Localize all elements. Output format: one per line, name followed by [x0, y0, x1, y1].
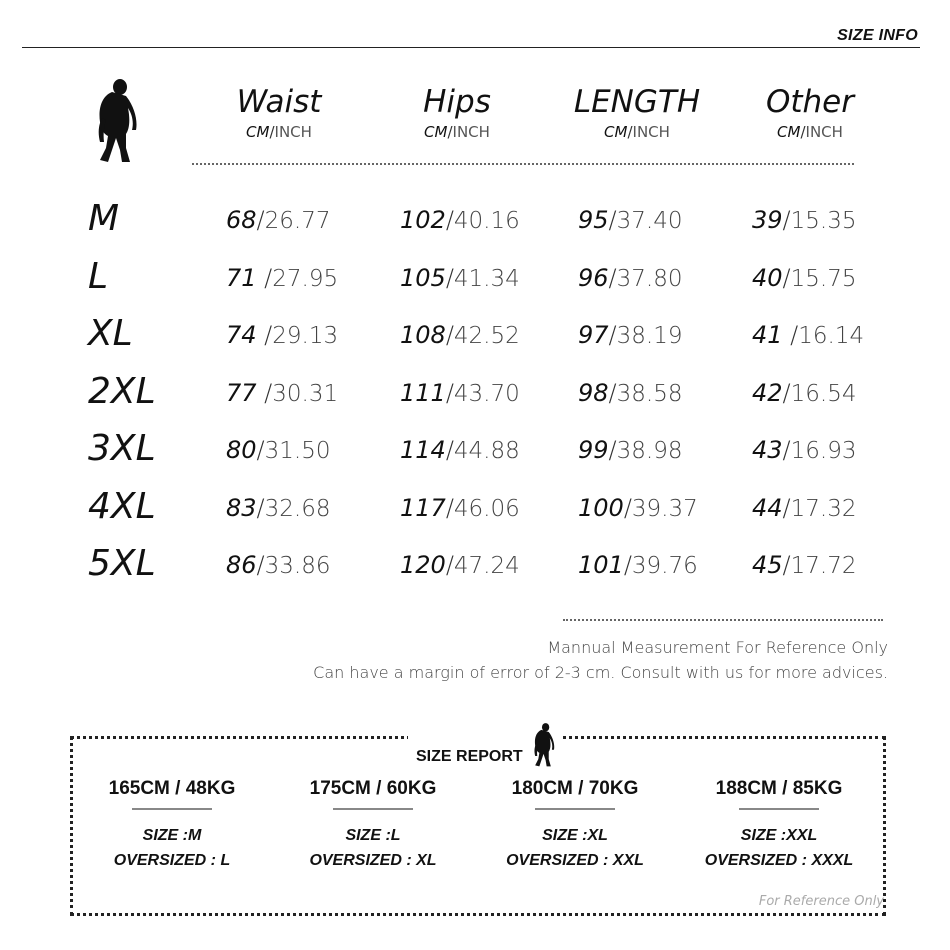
waist-cell: 77 /30.31: [226, 379, 339, 407]
table-row: [0, 484, 950, 542]
column-title: Hips: [423, 84, 491, 120]
length-cell: 99/38.98: [578, 436, 683, 464]
report-oversized: OVERSIZED : XL: [309, 852, 437, 869]
hips-cell: 108/42.52: [400, 321, 520, 349]
header-dotted-divider: [192, 163, 854, 165]
header-divider: [22, 47, 920, 48]
ape-figure-icon: [531, 722, 555, 768]
column-unit: CM/INCH: [424, 123, 490, 141]
report-height-weight: 165CM / 48KG: [108, 778, 236, 799]
report-item: [77, 776, 267, 874]
report-height-weight: 180CM / 70KG: [511, 778, 639, 799]
length-cell: 97/38.19: [578, 321, 683, 349]
length-cell: 98/38.58: [578, 379, 683, 407]
table-row: [0, 369, 950, 427]
other-cell: 44/17.32: [752, 494, 857, 522]
size-info-title: SIZE INFO: [837, 27, 918, 44]
hips-cell: 117/46.06: [400, 494, 520, 522]
other-cell: 43/16.93: [752, 436, 857, 464]
size-label: 4XL: [88, 486, 156, 527]
margin-note: Can have a margin of error of 2-3 cm. Consult with us for more advices.: [313, 663, 888, 682]
table-row: [0, 254, 950, 312]
size-report-title: SIZE REPORT: [416, 748, 523, 765]
length-cell: 100/39.37: [578, 494, 698, 522]
length-cell: 101/39.76: [578, 551, 698, 579]
hips-cell: 102/40.16: [400, 206, 520, 234]
report-oversized: OVERSIZED : L: [113, 852, 231, 869]
hips-cell: 105/41.34: [400, 264, 520, 292]
column-header-other: [725, 83, 895, 143]
waist-cell: 83/32.68: [226, 494, 331, 522]
size-label: 5XL: [88, 543, 156, 584]
size-label: M: [88, 198, 120, 239]
waist-cell: 74 /29.13: [226, 321, 339, 349]
hips-cell: 114/44.88: [400, 436, 520, 464]
report-item: [684, 776, 874, 874]
hips-cell: 111/43.70: [400, 379, 520, 407]
report-size: SIZE :M: [142, 827, 202, 844]
size-label: 2XL: [88, 371, 156, 412]
ape-figure-icon: [92, 78, 138, 164]
column-unit: CM/INCH: [246, 123, 312, 141]
column-unit: CM/INCH: [604, 123, 670, 141]
report-divider: [333, 808, 413, 810]
report-size: SIZE :L: [345, 827, 401, 844]
report-size: SIZE :XXL: [740, 827, 818, 844]
table-row: [0, 426, 950, 484]
other-cell: 39/15.35: [752, 206, 857, 234]
other-cell: 45/17.72: [752, 551, 857, 579]
table-row: [0, 541, 950, 599]
hips-cell: 120/47.24: [400, 551, 520, 579]
size-report-heading: [408, 722, 563, 768]
report-height-weight: 188CM / 85KG: [715, 778, 843, 799]
table-row: [0, 311, 950, 369]
waist-cell: 68/26.77: [226, 206, 331, 234]
size-label: 3XL: [88, 428, 156, 469]
measurement-note: Mannual Measurement For Reference Only: [547, 638, 888, 657]
notes-dotted-divider: [563, 619, 883, 621]
waist-cell: 71 /27.95: [226, 264, 339, 292]
report-item: [278, 776, 468, 874]
report-size: SIZE :XL: [542, 827, 608, 844]
waist-cell: 86/33.86: [226, 551, 331, 579]
report-height-weight: 175CM / 60KG: [309, 778, 437, 799]
column-title: Other: [765, 84, 855, 120]
other-cell: 41 /16.14: [752, 321, 865, 349]
other-cell: 42/16.54: [752, 379, 857, 407]
column-title: Waist: [236, 84, 322, 120]
report-item: [480, 776, 670, 874]
report-oversized: OVERSIZED : XXXL: [704, 852, 854, 869]
column-header-length: [552, 83, 722, 143]
column-unit: CM/INCH: [777, 123, 843, 141]
size-label: L: [88, 256, 109, 297]
other-cell: 40/15.75: [752, 264, 857, 292]
length-cell: 95/37.40: [578, 206, 683, 234]
report-divider: [535, 808, 615, 810]
column-header-hips: [372, 83, 542, 143]
report-divider: [132, 808, 212, 810]
reference-footnote: For Reference Only: [758, 894, 884, 909]
report-divider: [739, 808, 819, 810]
column-title: LENGTH: [573, 84, 701, 120]
waist-cell: 80/31.50: [226, 436, 331, 464]
length-cell: 96/37.80: [578, 264, 683, 292]
report-oversized: OVERSIZED : XXL: [506, 852, 644, 869]
table-row: [0, 196, 950, 254]
size-label: XL: [88, 313, 133, 354]
column-header-waist: [194, 83, 364, 143]
